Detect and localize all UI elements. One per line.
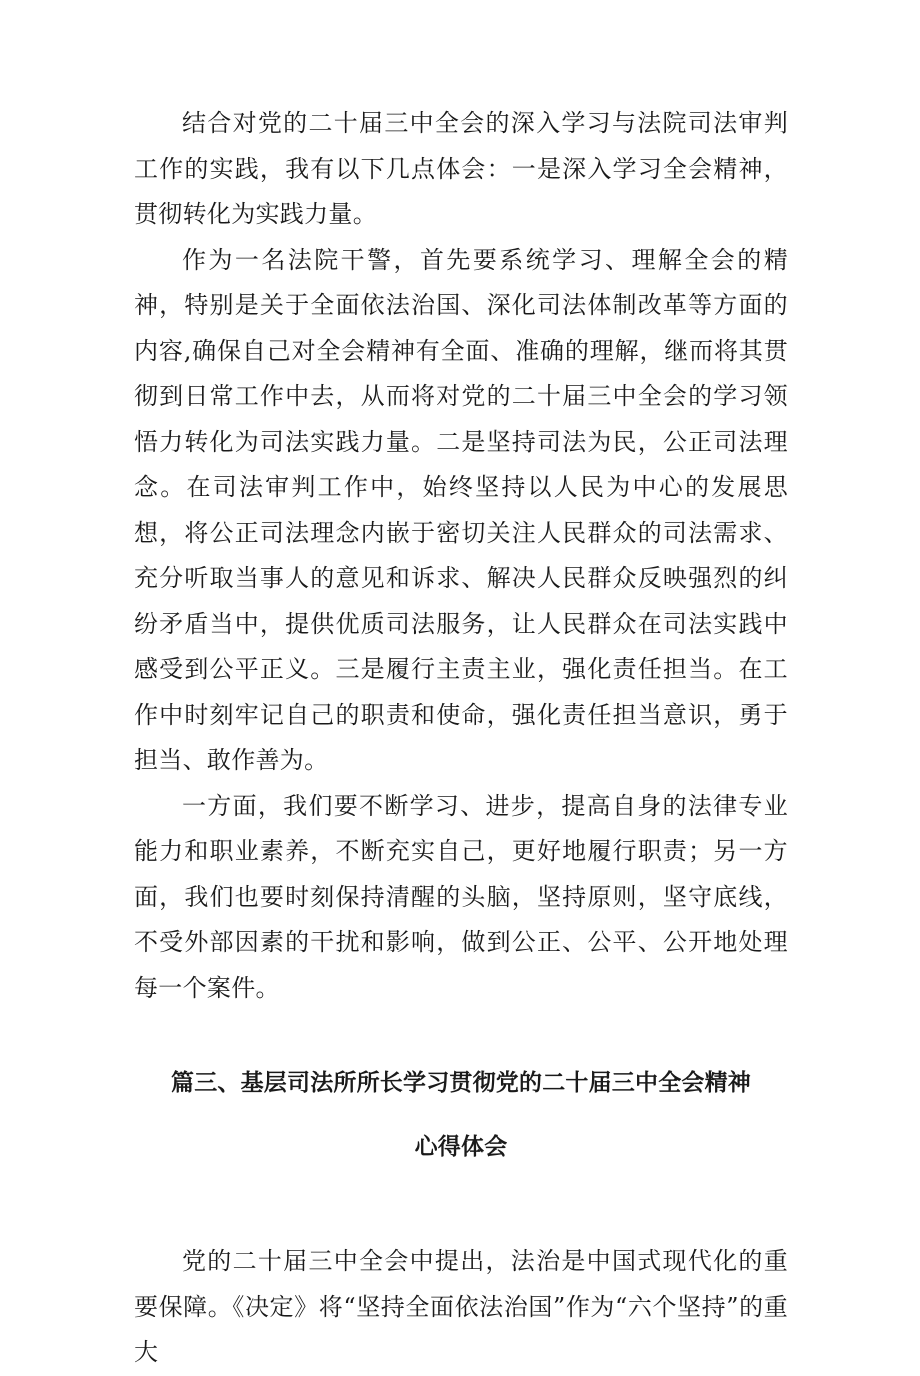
section-heading: [134, 1051, 788, 1179]
section-title-line-2: 心得体会: [414, 1134, 508, 1160]
paragraph-3: 一方面，我们要不断学习、进步，提高自身的法律专业能力和职业素养，不断充实自己，更好地履行职责；另一方面，我们也要时刻保持清醒的头脑，坚持原则，坚守底线，不受外部因素的干扰和影响，做到公正、公平、公开地处理每一个案件。: [134, 791, 788, 1002]
paragraph-2: 作为一名法院干警，首先要系统学习、理解全会的精神，特别是关于全面依法治国、深化司法体制改革等方面的内容,确保自己对全会精神有全面、准确的理解，继而将其贯彻到日常工作中去，从而将对党的二十届三中全会的学习领悟力转化为司法实践力量。二是坚持司法为民，公正司法理念。在司法审判工作中，始终坚持以人民为中心的发展思想，将公正司法理念内嵌于密切关注人民群众的司法需求、充分听取当事人的意见和诉求、解决人民群众反映强烈的纠纷矛盾当中，提供优质司法服务，让人民群众在司法实践中感受到公平正义。三是履行主责主业，强化责任担当。在工作中时刻牢记自己的职责和使命，强化责任担当意识，勇于担当、敢作善为。: [134, 245, 788, 774]
document-page: [134, 101, 788, 1376]
section-title-line-1: 篇三、基层司法所所长学习贯彻党的二十届三中全会精神: [171, 1070, 751, 1096]
paragraph-1: 结合对党的二十届三中全会的深入学习与法院司法审判工作的实践，我有以下几点体会：一是深入学习全会精神，贯彻转化为实践力量。: [134, 109, 788, 228]
paragraph-4: 党的二十届三中全会中提出，法治是中国式现代化的重要保障。《决定》将“坚持全面依法治国”作为“六个坚持”的重大: [134, 1247, 788, 1366]
